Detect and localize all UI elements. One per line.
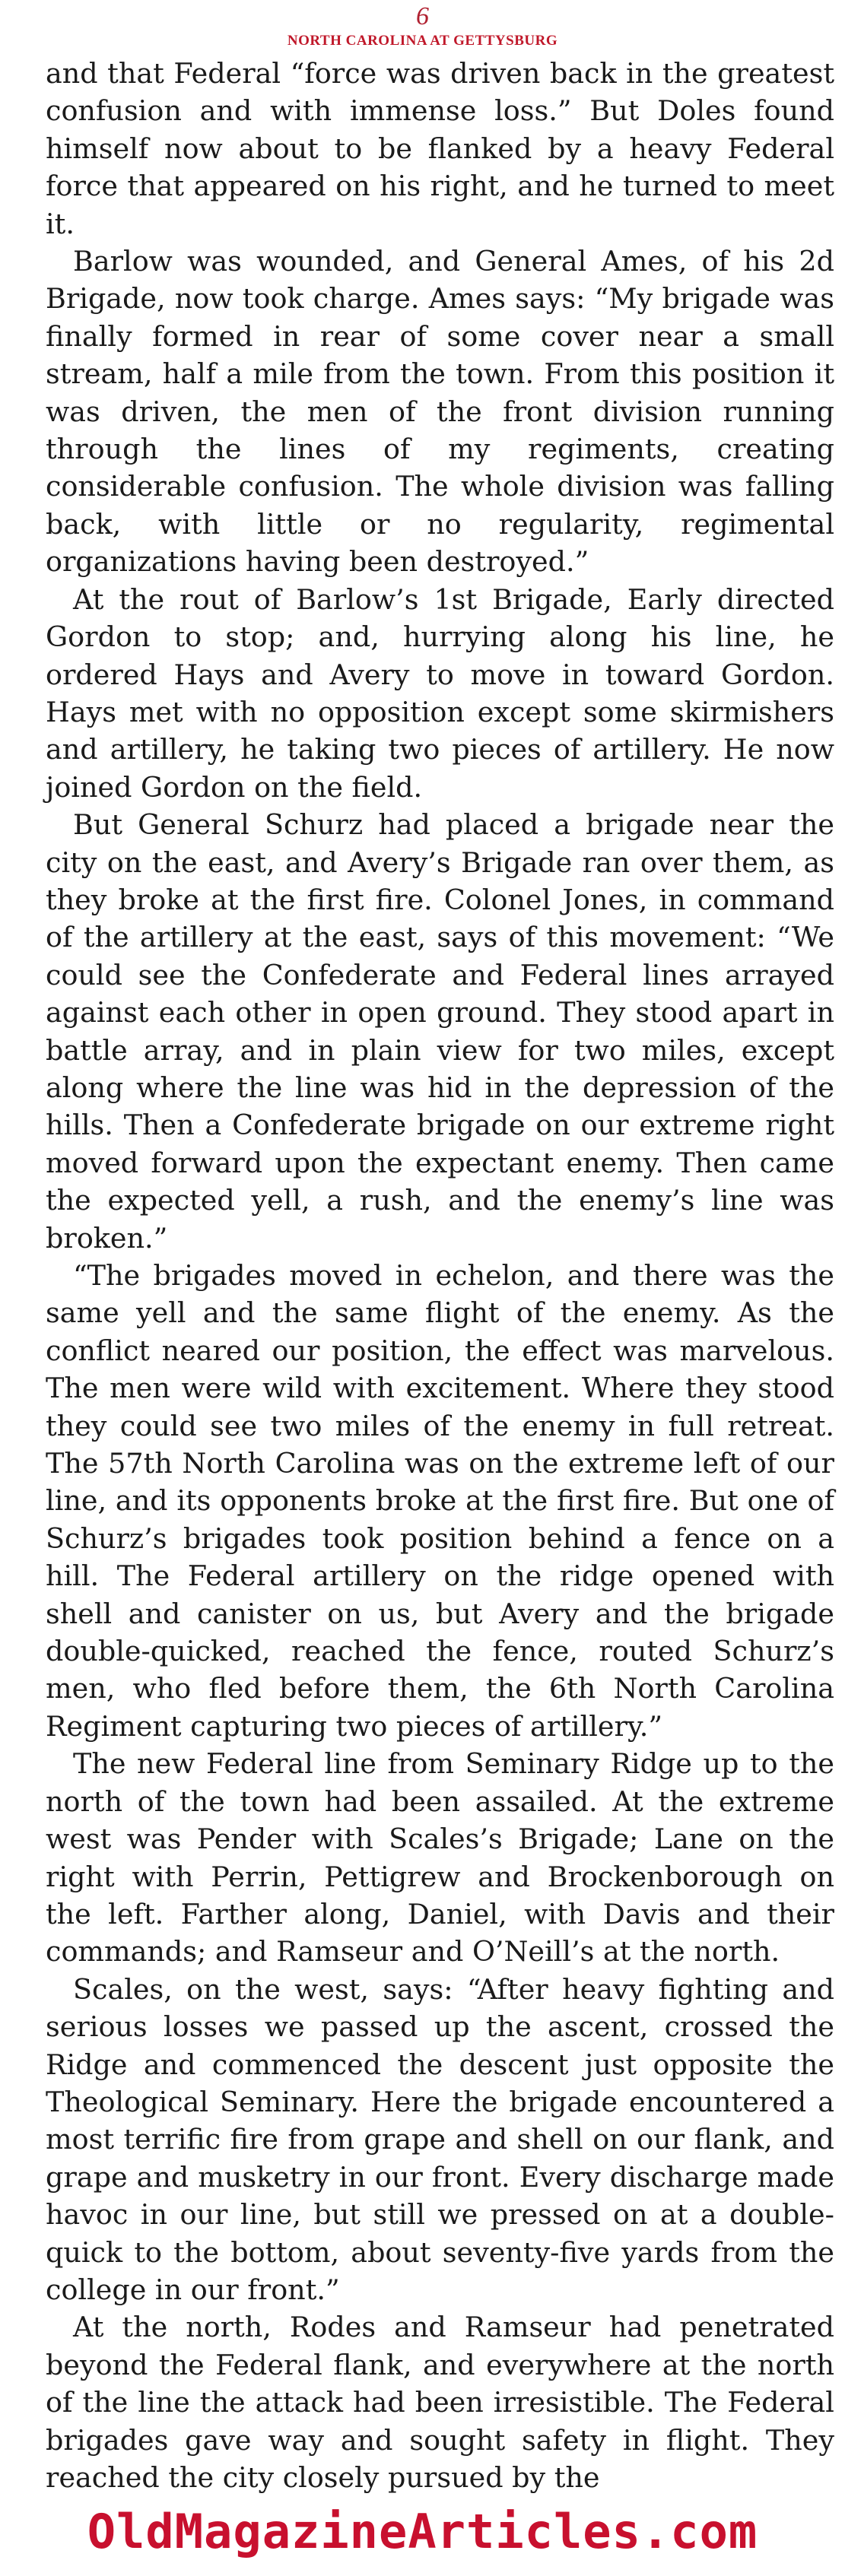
paragraph: Barlow was wounded, and General Ames, of his 2d Brigade, now took charge. Ames says: “My brigade was finally formed in rear of some cover near a small stream, half a mile from the town. From this position it was driven, the men of the front division running through the lines of my regiments, creating considerable confusion. The whole division was falling back, with little or no regularity, regimental organizations having been destroyed.” (46, 245, 834, 579)
article-body (46, 55, 834, 2496)
page-number: 6 (416, 2, 429, 30)
paragraph: “The brigades moved in echelon, and there was the same yell and the same flight of the enemy. As the conflict neared our position, the effect was marvelous. The men were wild with excitement. Where they stood they could see two miles of the enemy in full retreat. The 57th North Carolina was on the extreme left of our line, and its opponents broke at the first fire. But one of Schurz’s brigades took position behind a fence on a hill. The Federal artillery on the ridge opened with shell and canister on us, but Avery and the brigade double-quicked, reached the fence, routed Schurz’s men, who fled before them, the 6th North Carolina Regiment capturing two pieces of artillery.” (46, 1259, 834, 1743)
paragraph: At the rout of Barlow’s 1st Brigade, Early directed Gordon to stop; and, hurrying along his line, he ordered Hays and Avery to move in toward Gordon. Hays met with no opposition except some skirmishers and artillery, he taking two pieces of artillery. He now joined Gordon on the field. (46, 582, 834, 804)
paragraph: and that Federal “force was driven back in the greatest confusion and with immense loss.” But Doles found himself now about to be flanked by a heavy Federal force that appeared on his right, and he turned to meet it. (46, 57, 834, 240)
paragraph: The new Federal line from Seminary Ridge up to the north of the town had been assailed. At the extreme west was Pender with Scales’s Brigade; Lane on the right with Perrin, Pettigrew and Brockenborough on the left. Farther along, Daniel, with Davis and their commands; and Ramseur and O’Neill’s at the north. (46, 1747, 834, 1968)
site-watermark: OldMagazineArticles.com (87, 2504, 758, 2559)
paragraph: Scales, on the west, says: “After heavy fighting and serious losses we passed up the ascent, crossed the Ridge and commenced the descent just opposite the Theological Seminary. Here the brigade encountered a most terrific fire from grape and shell on our flank, and grape and musketry in our front. Every discharge made havoc in our line, but still we pressed on at a double-quick to the bottom, about seventy-five yards from the college in our front.” (46, 1972, 834, 2306)
paragraph: But General Schurz had placed a brigade near the city on the east, and Avery’s Brigade ran over them, as they broke at the first fire. Colonel Jones, in command of the artillery at the east, says of this movement: “We could see the Confederate and Federal lines arrayed against each other in open ground. They stood apart in battle array, and in plain view for two miles, except along where the line was hid in the depression of the hills. Then a Confederate brigade on our extreme right moved forward upon the expectant enemy. Then came the expected yell, a rush, and the enemy’s line was broken.” (46, 808, 834, 1255)
running-title: NORTH CAROLINA AT GETTYSBURG (287, 33, 558, 49)
paragraph: At the north, Rodes and Ramseur had penetrated beyond the Federal flank, and everywhere at the north of the line the attack had been irresistible. The Federal brigades gave way and sought safety in flight. They reached the city closely pursued by the (46, 2311, 834, 2494)
